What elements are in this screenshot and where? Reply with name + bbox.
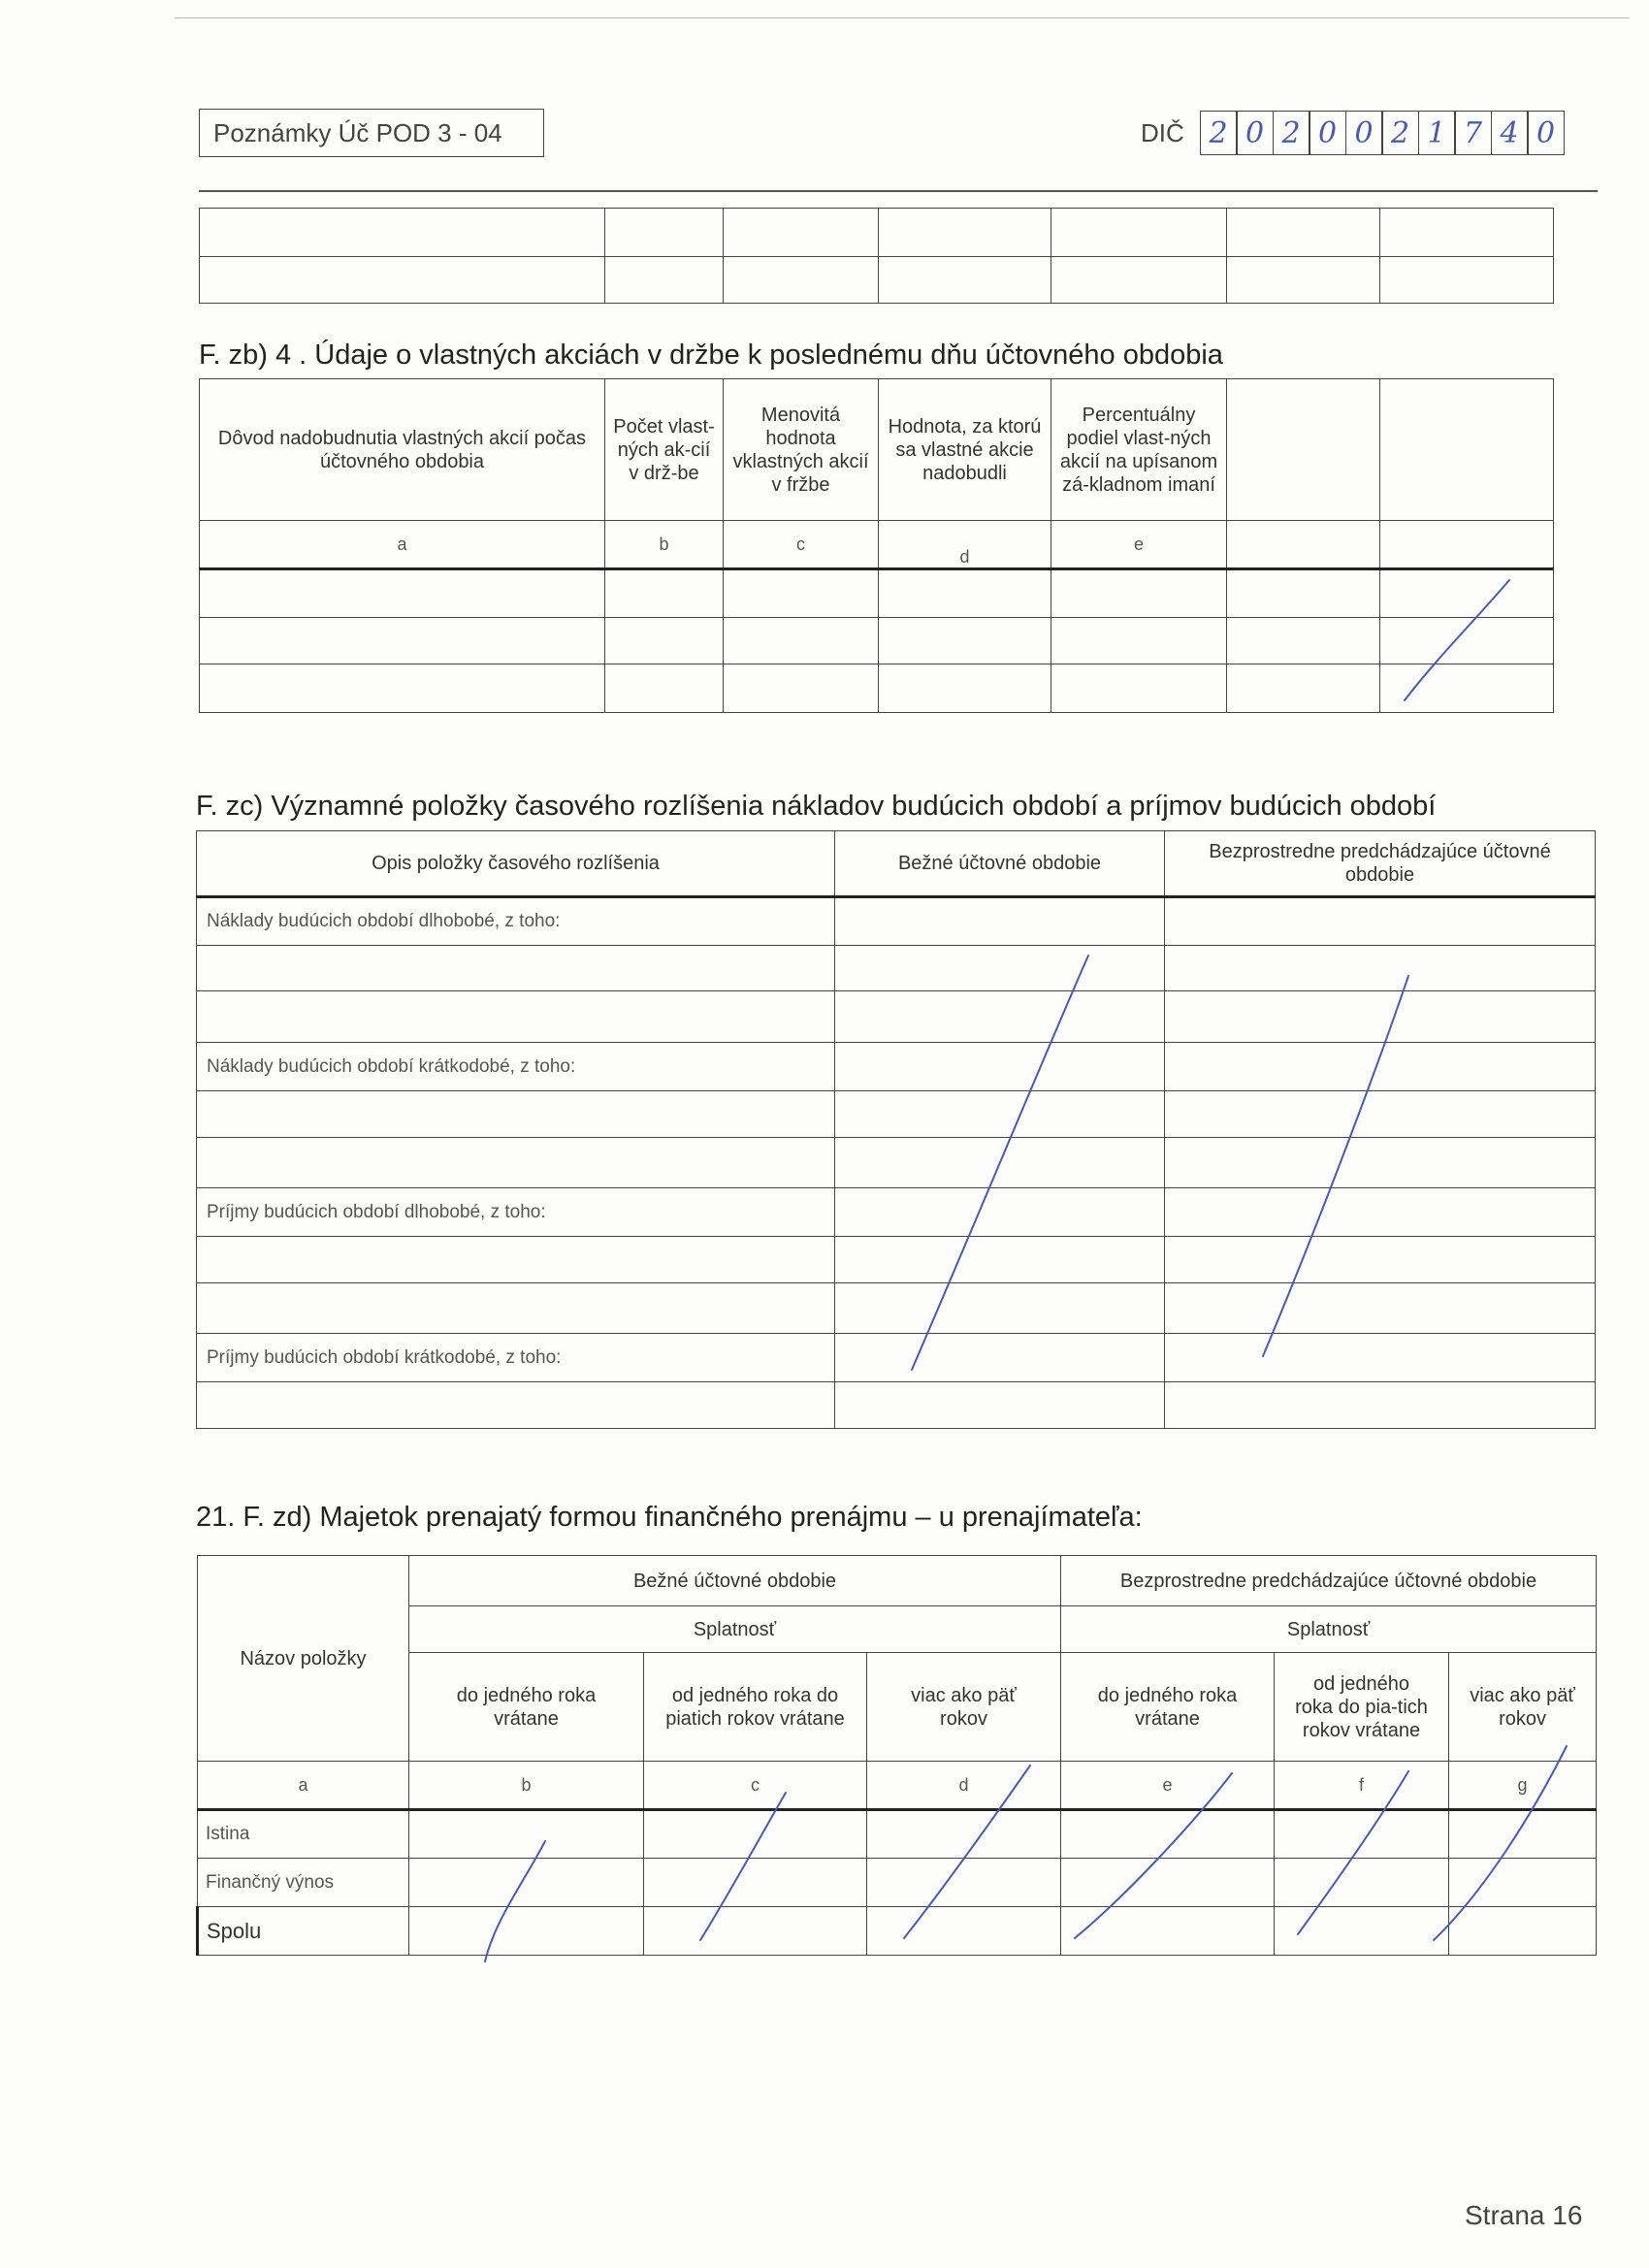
dic-digit: 2 bbox=[1200, 111, 1238, 155]
col-b-up-to-one: do jedného roka vrátane bbox=[409, 1653, 644, 1762]
section-zb4-title: F. zb) 4 . Údaje o vlastných akciách v držbe k poslednému dňu účtovného obdobia bbox=[199, 340, 1223, 371]
letter-c: c bbox=[724, 521, 879, 569]
accruals-table bbox=[196, 830, 1596, 1429]
zd-letter-e: e bbox=[1061, 1762, 1275, 1810]
zd-letter-d: d bbox=[867, 1762, 1061, 1810]
zd-letter-b: b bbox=[409, 1762, 644, 1810]
own-shares-table bbox=[199, 378, 1554, 713]
letter-d: d bbox=[879, 521, 1051, 569]
zd-letter-c: c bbox=[644, 1762, 867, 1810]
header-rule bbox=[199, 190, 1598, 192]
zd-letter-g: g bbox=[1449, 1762, 1597, 1810]
form-label-box bbox=[199, 109, 544, 157]
col-name: Názov položky bbox=[198, 1556, 409, 1762]
col-c-one-to-five: od jedného roka do piatich rokov vrátane bbox=[644, 1653, 867, 1762]
dic-digit: 1 bbox=[1418, 111, 1456, 155]
col-desc: Opis položky časového rozlíšenia bbox=[197, 831, 835, 897]
dic-digit: 2 bbox=[1381, 111, 1419, 155]
dic-label: DIČ bbox=[1141, 118, 1184, 147]
dic-digit: 0 bbox=[1236, 111, 1274, 155]
row-nbo-short: Náklady budúcich období krátkodobé, z toho: bbox=[197, 1043, 835, 1091]
dic-digit: 2 bbox=[1273, 111, 1310, 155]
row-total: Spolu bbox=[198, 1907, 409, 1956]
col-reason: Dôvod nadobudnutia vlastných akcií počas účtovného obdobia bbox=[200, 379, 605, 521]
section-zc-title: F. zc) Významné položky časového rozlíšenia nákladov budúcich období a príjmov budúcich období bbox=[196, 791, 1437, 822]
row-income: Finančný výnos bbox=[198, 1859, 409, 1907]
zd-letter-f: f bbox=[1275, 1762, 1449, 1810]
col-count: Počet vlast-ných ak-cií v drž-be bbox=[605, 379, 724, 521]
dic-digit: 0 bbox=[1309, 111, 1346, 155]
letter-b: b bbox=[605, 521, 724, 569]
col-e-up-to-one: do jedného roka vrátane bbox=[1061, 1653, 1275, 1762]
row-principal: Istina bbox=[198, 1810, 409, 1859]
maturity-current: Splatnosť bbox=[409, 1606, 1061, 1653]
col-nominal: Menovitá hodnota vklastných akcií v fržbe bbox=[724, 379, 879, 521]
dic-boxes bbox=[1201, 111, 1565, 155]
col-value: Hodnota, za ktorú sa vlastné akcie nadobudli bbox=[879, 379, 1051, 521]
dic-digit: 0 bbox=[1527, 111, 1565, 155]
col-current: Bežné účtovné obdobie bbox=[835, 831, 1165, 897]
letter-a: a bbox=[200, 521, 605, 569]
col-g-over-five: viac ako päť rokov bbox=[1449, 1653, 1597, 1762]
dic-digit: 0 bbox=[1345, 111, 1383, 155]
col-f-one-to-five: od jedného roka do pia-tich rokov vrátane bbox=[1275, 1653, 1449, 1762]
col-prev: Bezprostredne predchádzajúce účtovné obdobie bbox=[1165, 831, 1596, 897]
letter-e: e bbox=[1051, 521, 1227, 569]
maturity-prev: Splatnosť bbox=[1061, 1606, 1597, 1653]
dic-digit: 7 bbox=[1454, 111, 1492, 155]
row-pbo-short: Príjmy budúcich období krátkodobé, z toho: bbox=[197, 1334, 835, 1382]
finance-lease-table bbox=[196, 1555, 1597, 1956]
page-number: Strana 16 bbox=[1465, 2200, 1583, 2230]
continuation-table bbox=[199, 208, 1554, 304]
current-period: Bežné účtovné obdobie bbox=[409, 1556, 1061, 1606]
form-label: Poznámky Úč POD 3 - 04 bbox=[213, 117, 502, 147]
prev-period: Bezprostredne predchádzajúce účtovné obdobie bbox=[1061, 1556, 1597, 1606]
top-rule bbox=[175, 17, 1630, 18]
row-pbo-long: Príjmy budúcich období dlhobobé, z toho: bbox=[197, 1188, 835, 1237]
row-nbo-long: Náklady budúcich období dlhobobé, z toho: bbox=[197, 897, 835, 946]
dic-digit: 4 bbox=[1491, 111, 1529, 155]
col-d-over-five: viac ako päť rokov bbox=[867, 1653, 1061, 1762]
section-zd-title: 21. F. zd) Majetok prenajatý formou finančného prenájmu – u prenajímateľa: bbox=[196, 1502, 1143, 1533]
col-percent: Percentuálny podiel vlast-ných akcií na upísanom zá-kladnom imaní bbox=[1051, 379, 1227, 521]
zd-letter-a: a bbox=[198, 1762, 409, 1810]
